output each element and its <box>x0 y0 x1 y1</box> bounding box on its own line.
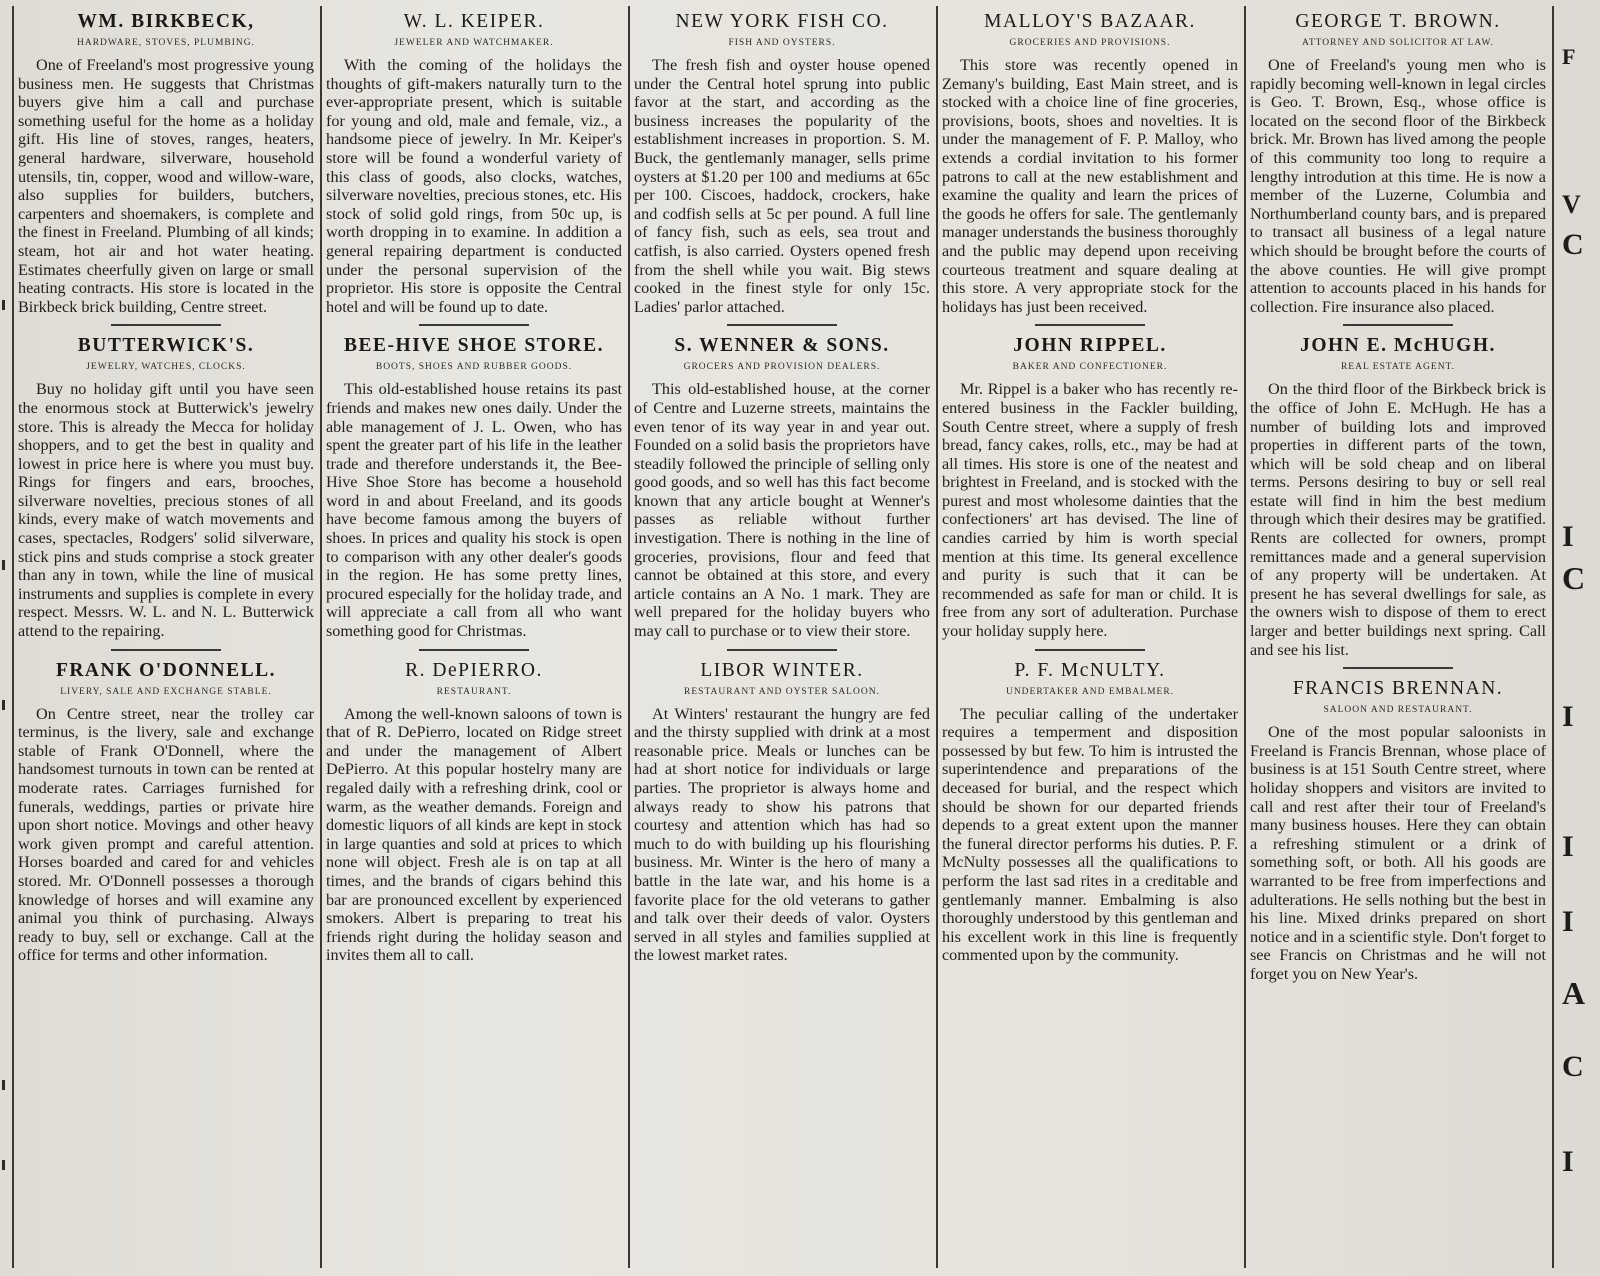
article-title: LIBOR WINTER. <box>700 659 864 681</box>
article-malloy <box>942 10 1238 316</box>
article-separator <box>727 324 837 326</box>
article-birkbeck <box>18 10 314 316</box>
article-subtitle: RESTAURANT. <box>436 686 512 697</box>
article-body: This old-established house, at the corner of Centre and Luzerne streets, maintains the even tenor of its way year in and year out. Founded on a solid basis the proprietors have steadily followed the principle of selling only good goods, and so well has this fact become known that any article bought at Wenner's passes as reliable without further investigation. There is nothing in the line of groceries, provisions, flour and feed that cannot be obtained at this store, and every article contains an A No. 1 mark. They are well prepared for the holiday buyers who may call to purchase or to view their store. <box>634 380 930 641</box>
article-body: On the third floor of the Birkbeck brick is the office of John E. McHugh. He has a number of building lots and improved properties in different parts of the town, which will be sold cheap and on liberal terms. Persons desiring to buy or sell real estate will find in him the best medium through which their desires may be gratified. Rents are collected for owners, prompt remittances made and a general supervision of any property will be undertaken. At present he has several dwellings for sale, as the owners wish to dispose of them to erect larger and better buildings next spring. Call and see his list. <box>1250 380 1546 659</box>
edge-letter: I <box>1562 905 1574 938</box>
edge-letter: I <box>1562 1145 1574 1178</box>
article-body: One of the most popular saloonists in Freeland is Francis Brennan, whose place of business is at 151 South Centre street, where holiday shoppers and visitors are invited to call and rest after their tour of Freeland's many business houses. Here they can obtain a refreshing stimulent or a drink of something soft, or both. All his goods are warranted to be free from imperfections and adulterations. He sells nothing but the best in his line. Mixed drinks prepared on short notice and in a scientific style. Don't forget to see Francis on Christmas and he will not forget you on New Year's. <box>1250 723 1546 983</box>
article-subtitle: HARDWARE, STOVES, PLUMBING. <box>76 38 256 48</box>
article-title: FRANK O'DONNELL. <box>55 659 277 681</box>
article-subtitle: LIVERY, SALE AND EXCHANGE STABLE. <box>60 686 272 697</box>
article-separator <box>1343 324 1453 326</box>
article-subtitle: REAL ESTATE AGENT. <box>1340 362 1456 373</box>
right-edge-fragments <box>1554 0 1600 1276</box>
article-separator <box>419 324 529 326</box>
article-bee-hive <box>326 334 622 640</box>
column-2 <box>326 10 622 1272</box>
article-subtitle: BAKER AND CONFECTIONER. <box>1012 362 1168 373</box>
margin-mark <box>2 300 5 310</box>
article-body: This store was recently opened in Zemany's building, East Main street, and is stocked with a choice line of fine groceries, provisions, boots, shoes and novelties. It is under the management of F. P. Malloy, who extends a cordial invitation to his former patrons to call at the new establishment and examine the quality and learn the prices of the goods he offers for sale. The gentlemanly manager understands the business thoroughly and the public may depend upon receiving courteous treatment and square dealing at this store. A very appropriate stock for the holidays has just been received. <box>942 56 1238 316</box>
article-body: This old-established house retains its past friends and makes new ones daily. Under the able management of J. L. Owen, who has spent the greater part of his life in the leather trade and therefore understands it, the Bee-Hive Shoe Store has become a household word in and about Freeland, and its goods have become famous among the buyers of shoes. In prices and quality his stock is open to comparison with any other dealer's goods in the region. He has some pretty lines, procured especially for the holiday trade, and will appreciate a call from all who want something good for Christmas. <box>326 380 622 641</box>
article-body: One of Freeland's young men who is rapidly becoming well-known in legal circles is Geo. T. Brown, Esq., whose office is located on the second floor of the Birkbeck brick. Mr. Brown has lived among the people of this community too long to require a lengthy introdution at this time. He is now a member of the Luzerne, Columbia and Northumberland county bars, and is prepared to transact all business of a legal nature which should be brought before the courts of the above counties. He will give prompt attention to accounts placed in his hands for collection. Fire insurance also placed. <box>1250 56 1546 316</box>
article-separator <box>727 649 837 651</box>
article-subtitle: RESTAURANT AND OYSTER SALOON. <box>684 686 880 697</box>
margin-mark <box>2 700 5 710</box>
edge-letter: A <box>1562 975 1586 1011</box>
article-odonnell <box>18 659 314 965</box>
article-title: JOHN RIPPEL. <box>1013 335 1167 357</box>
column-rule <box>1244 6 1246 1268</box>
article-separator <box>1343 667 1453 669</box>
article-brennan <box>1250 677 1546 983</box>
column-3 <box>634 10 930 1272</box>
article-title: BUTTERWICK'S. <box>77 335 255 357</box>
article-mcnulty <box>942 659 1238 965</box>
article-title: BEE-HIVE SHOE STORE. <box>344 335 604 357</box>
edge-letter: I <box>1562 520 1574 553</box>
article-body: Mr. Rippel is a baker who has recently re-entered business in the Fackler building, South Centre street, where a supply of fresh bread, fancy cakes, rolls, etc., may be had at all times. His store is one of the neatest and brightest in Freeland, and is stocked with the purest and most wholesome dainties that the confectioners' art has devised. The line of candies carried by him is worth special mention at this time. Its general excellence and purity is such that it can be recommended as safe for man or child. It is free from any sort of adulteration. Purchase your holiday supply here. <box>942 380 1238 641</box>
article-subtitle: JEWELER AND WATCHMAKER. <box>394 38 554 48</box>
article-title: W. L. KEIPER. <box>403 11 545 32</box>
article-body: On Centre street, near the trolley car terminus, is the livery, sale and exchange stable of Frank O'Donnell, where the handsomest turnouts in town can be rented at moderate rates. Carriages furnished for funerals, weddings, parties or private hire upon short notice. Movings and other heavy work given prompt and careful attention. Horses boarded and cared for and vehicles stored. Mr. O'Donnell possesses a thorough knowledge of horses and will examine any animal you think of purchasing. Always ready to buy, sell or exchange. Call at the office for terms and other information. <box>18 704 314 965</box>
article-title: GEORGE T. BROWN. <box>1295 11 1501 32</box>
article-subtitle: UNDERTAKER AND EMBALMER. <box>1005 686 1175 697</box>
article-subtitle: BOOTS, SHOES AND RUBBER GOODS. <box>375 362 573 373</box>
margin-mark <box>2 1080 5 1090</box>
article-body: One of Freeland's most progressive young business men. He suggests that Christmas buyers give him a call and purchase something useful for the home as a holiday gift. His line of stoves, ranges, heaters, general hardware, silverware, household utensils, tin, copper, wood and willow-ware, also supplies for builders, butchers, carpenters and shoemakers, is complete and the finest in Freeland. Plumbing of all kinds; steam, hot air and hot water heating. Estimates cheerfully given on large or small heating contracts. His store is located in the Birkbeck brick building, Centre street. <box>18 56 314 316</box>
edge-letter: C <box>1562 1050 1584 1083</box>
article-separator <box>419 649 529 651</box>
article-butterwick <box>18 334 314 640</box>
article-subtitle: ATTORNEY AND SOLICITOR AT LAW. <box>1302 38 1494 48</box>
column-rule <box>628 6 630 1268</box>
article-separator <box>1035 324 1145 326</box>
article-separator <box>111 324 221 326</box>
article-winter <box>634 659 930 965</box>
article-brown <box>1250 10 1546 316</box>
article-title: R. DePIERRO. <box>405 659 543 681</box>
article-body: With the coming of the holidays the thoughts of gift-makers naturally turn to the ever-appropriate present, which is suitable for young and old, male and female, viz., a handsome piece of jewelry. In Mr. Keiper's store will be found a wonderful variety of this class of goods, also clocks, watches, silverware novelties, precious stones, etc. His stock of solid gold rings, from 50c up, is worth dropping in to examine. In addition a general repairing department is conducted under the personal supervision of the proprietor. His store is opposite the Central hotel and will be found up to date. <box>326 56 622 316</box>
edge-letter: V <box>1562 190 1581 219</box>
article-wenner <box>634 334 930 640</box>
column-4 <box>942 10 1238 1272</box>
article-depierro <box>326 659 622 965</box>
column-5 <box>1250 10 1546 1272</box>
article-title: JOHN E. McHUGH. <box>1300 335 1496 357</box>
article-title: WM. BIRKBECK, <box>77 11 255 32</box>
article-title: MALLOY'S BAZAAR. <box>984 11 1196 32</box>
edge-letter: F <box>1562 44 1576 69</box>
margin-mark <box>2 560 5 570</box>
edge-letter: C <box>1562 228 1584 261</box>
column-rule <box>12 6 14 1268</box>
edge-letter: I <box>1562 700 1574 733</box>
article-ny-fish <box>634 10 930 316</box>
article-title: FRANCIS BRENNAN. <box>1292 678 1504 700</box>
article-subtitle: FISH AND OYSTERS. <box>728 38 836 48</box>
article-rippel <box>942 334 1238 640</box>
margin-mark <box>2 1160 5 1170</box>
article-subtitle: SALOON AND RESTAURANT. <box>1323 705 1473 716</box>
article-body: At Winters' restaurant the hungry are fed and the thirsty supplied with drink at a most reasonable price. Meals or lunches can be had at short notice for individuals or large parties. The proprietor is always home and always ready to show his patrons that courtesy and attention which has had so much to do with building up his flourishing business. Mr. Winter is the hero of many a battle in the late war, and his home is a favorite place for the old veterans to gather and talk over their deeds of valor. Oysters served in all styles and families supplied at the lowest market rates. <box>634 704 930 965</box>
article-subtitle: JEWELRY, WATCHES, CLOCKS. <box>86 362 246 373</box>
article-title: NEW YORK FISH CO. <box>675 11 889 32</box>
article-separator <box>111 649 221 651</box>
edge-letter: C <box>1562 560 1586 596</box>
article-title: S. WENNER & SONS. <box>674 335 890 357</box>
article-subtitle: GROCERS AND PROVISION DEALERS. <box>683 362 881 373</box>
column-1 <box>18 10 314 1272</box>
article-separator <box>1035 649 1145 651</box>
article-keiper <box>326 10 622 316</box>
column-rule <box>320 6 322 1268</box>
column-rule <box>936 6 938 1268</box>
article-subtitle: GROCERIES AND PROVISIONS. <box>1009 38 1171 48</box>
edge-letter: I <box>1562 830 1574 863</box>
article-body: The fresh fish and oyster house opened under the Central hotel sprung into public favor at the start, and according as the business increases the popularity of the establishment increases in proportion. S. M. Buck, the gentlemanly manager, sells prime oysters at $1.20 per 100 and mediums at 65c per 100. Ciscoes, haddock, crockers, hake and codfish sells at 5c per pound. A full line of fancy fish, such as eels, sea trout and catfish, is also carried. Oysters opened fresh from the shell while you wait. Big stews cooked in the finest style for only 15c. Ladies' parlor attached. <box>634 56 930 316</box>
article-mchugh <box>1250 334 1546 659</box>
article-title: P. F. McNULTY. <box>1014 659 1166 681</box>
article-body: The peculiar calling of the undertaker requires a temperment and disposition possessed by but few. To him is intrusted the superintendence and preparations of the deceased for burial, and the respect which should be shown for our departed friends depends to a great extent upon the manner the funeral director performs his duties. P. F. McNulty possesses all the qualifications to perform the last sad rites in a creditable and gentlemanly manner. Embalming is also thoroughly understood by this gentleman and his excellent work in this line is frequently commented upon by the community. <box>942 704 1238 965</box>
article-body: Buy no holiday gift until you have seen the enormous stock at Butterwick's jewelry store. This is already the Mecca for holiday shoppers, and to get the best in quality and lowest in price here is where you must buy. Rings for fingers and ears, brooches, silverware novelties, precious stones of all kinds, every make of watch movements and cases, spectacles, Rodgers' solid silverware, stick pins and studs comprise a stock greater than any in town, while the line of musical instruments and supplies is complete in every respect. Messrs. W. L. and N. L. Butterwick attend to the repairing. <box>18 380 314 641</box>
article-body: Among the well-known saloons of town is that of R. DePierro, located on Ridge street and under the management of Albert DePierro. At this popular hostelry many are regaled daily with a refreshing drink, cool or warm, as the weather demands. Foreign and domestic liquors of all kinds are kept in stock in large quanties and sold at prices to which none will object. Fresh ale is on tap at all times, and the brands of cigars behind this bar are pronounced excellent by experienced smokers. Albert is preparing to treat his friends right during the holiday season and invites them all to call. <box>326 704 622 965</box>
